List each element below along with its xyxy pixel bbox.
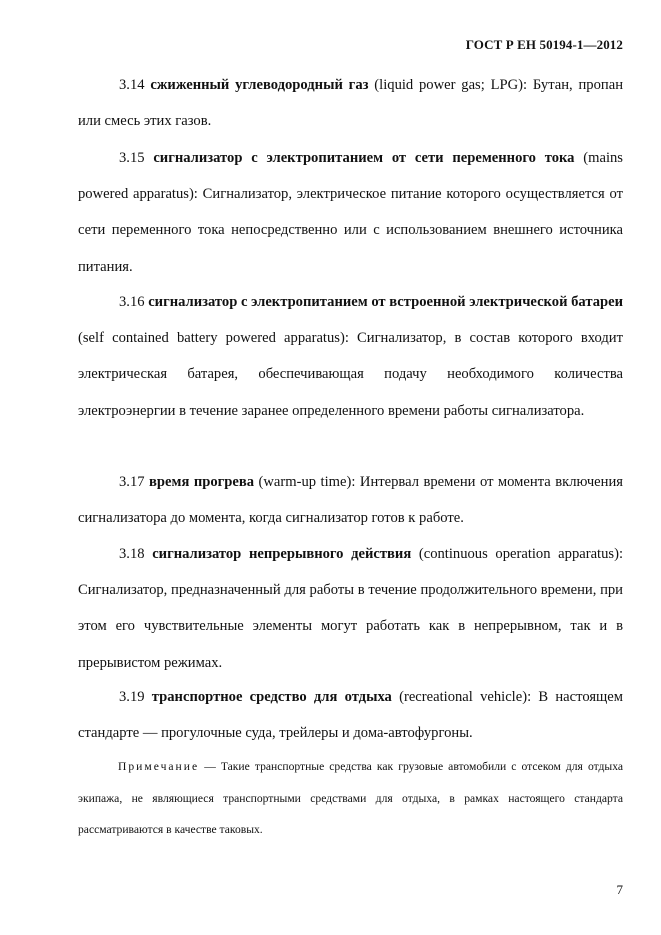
term-name: сжиженный углеводородный газ	[150, 77, 369, 93]
term-3-14	[78, 67, 623, 139]
term-definition: Сигнализатор, в состав которого входит электрическая батарея, обеспечивающая подачу необходимого количества электроэнергии в течение заранее определенного времени работы сигнализатора.	[78, 330, 623, 419]
term-name: сигнализатор с электропитанием от сети переменного тока	[153, 150, 575, 166]
term-definition: Интервал времени от момента включения сигнализатора до момента, когда сигнализатор готов к работе.	[78, 474, 623, 527]
term-definition: Бутан, пропан или смесь этих газов.	[78, 77, 623, 130]
term-3-16	[78, 284, 623, 429]
page-number: 7	[616, 882, 623, 897]
term-name: время прогрева	[149, 474, 255, 490]
term-english: (recreational vehicle):	[399, 689, 532, 705]
term-3-17	[78, 464, 623, 536]
term-english: (self contained battery powered apparatus):	[78, 330, 349, 347]
term-3-15	[78, 140, 623, 285]
term-name: сигнализатор непрерывного действия	[152, 546, 412, 562]
term-number: 3.14	[119, 77, 145, 93]
term-3-18	[78, 536, 623, 681]
term-english: (liquid power gas; LPG):	[374, 77, 528, 93]
term-number: 3.16	[119, 294, 145, 310]
note-paragraph	[78, 751, 623, 846]
term-3-19	[78, 679, 623, 751]
term-number: 3.15	[119, 150, 145, 166]
term-english: (continuous operation apparatus):	[418, 546, 623, 562]
term-number: 3.18	[119, 546, 145, 562]
term-number: 3.19	[119, 689, 145, 705]
note-text: — Такие транспортные средства как грузовые автомобили с отсеком для отдыха экипажа, не являющиеся транспортными средствами для отдыха, в рамках настоящего стандарта рассматриваются в качестве таковых.	[78, 760, 623, 836]
term-number: 3.17	[119, 474, 145, 490]
term-english: (warm-up time):	[258, 474, 356, 490]
term-definition: В настоящем стандарте — прогулочные суда, трейлеры и дома-автофургоны.	[78, 689, 623, 742]
term-english: (mains powered apparatus):	[78, 150, 623, 203]
document-header: ГОСТ Р ЕН 50194-1—2012	[465, 37, 623, 52]
term-definition: Сигнализатор, предназначенный для работы в течение продолжительного времени, при этом его чувствительные элементы могут работать как в непрерывном, так и в прерывистом режимах.	[78, 582, 623, 671]
term-name: транспортное средство для отдыха	[151, 689, 392, 705]
term-name: сигнализатор с электропитанием от встроенной электрической батареи	[148, 294, 623, 310]
term-definition: Сигнализатор, электрическое питание которого осуществляется от сети переменного тока непосредственно или с использованием внешнего источника питания.	[78, 186, 623, 275]
note-label: Примечание	[118, 760, 200, 773]
